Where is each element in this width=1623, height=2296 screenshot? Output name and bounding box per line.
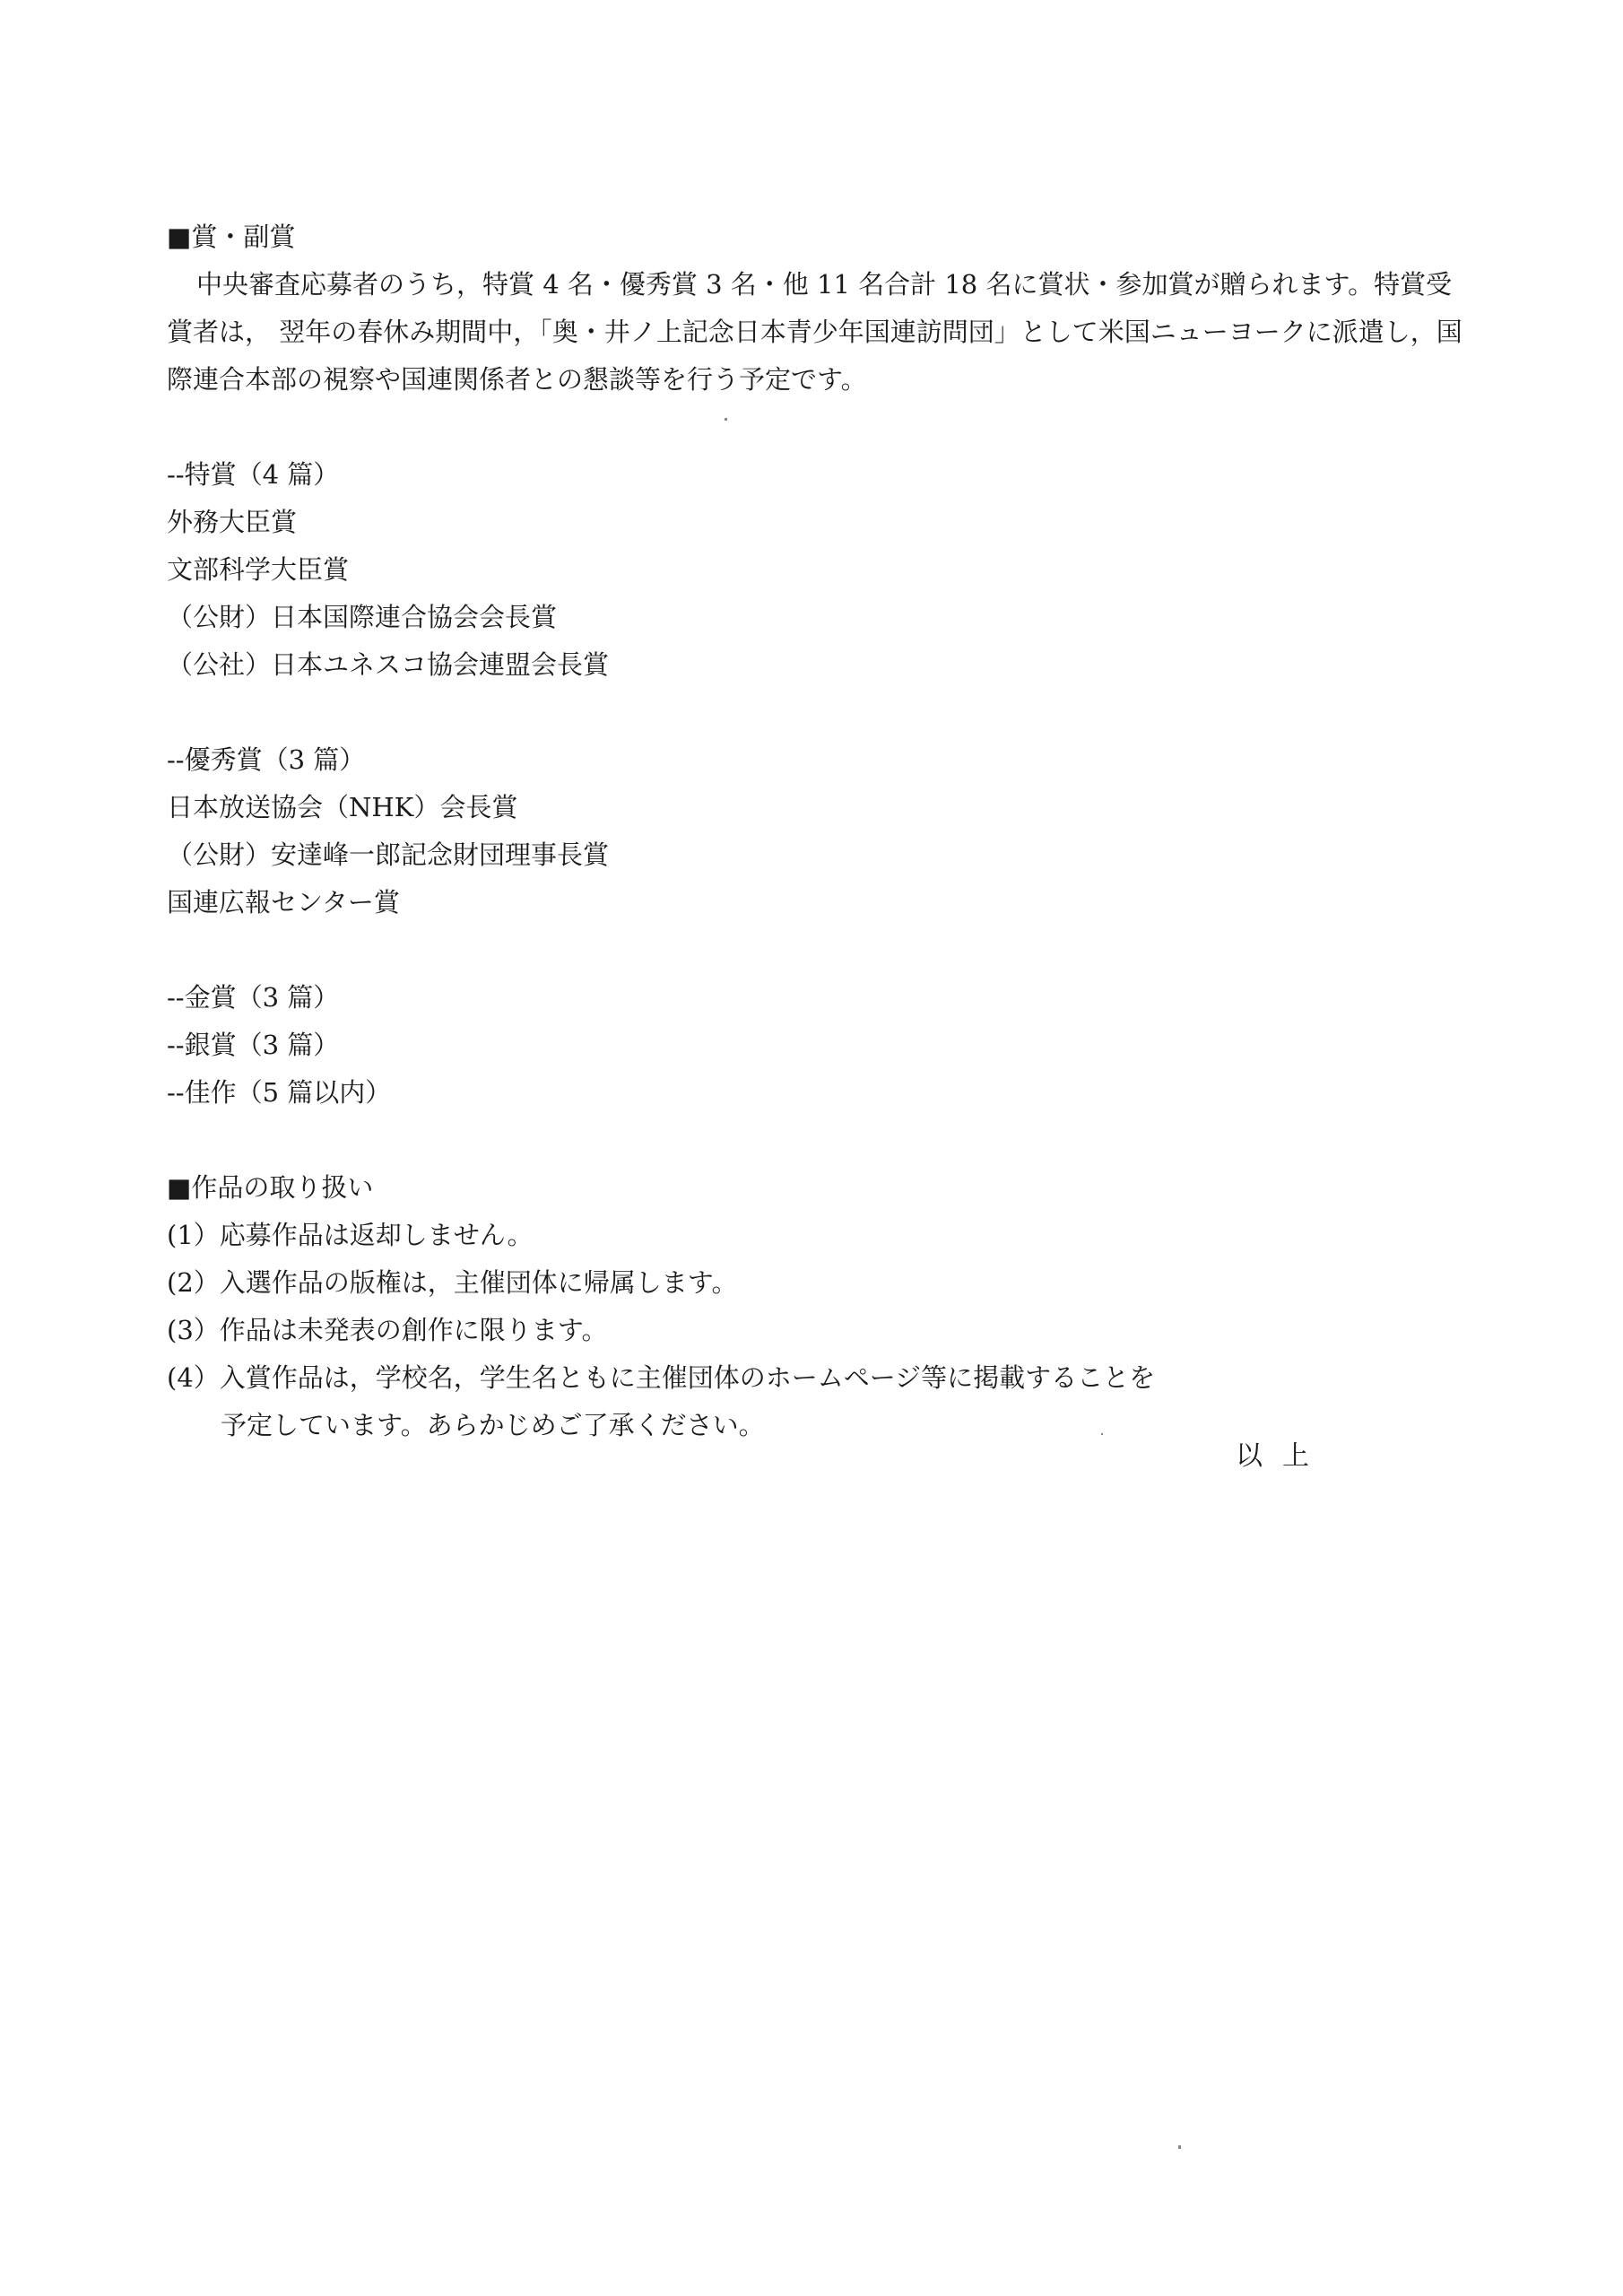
scan-speck (725, 418, 727, 421)
excellence-prize-item: （公財）安達峰一郎記念財団理事長賞 (167, 839, 610, 870)
handling-item-continuation: 予定しています。あらかじめご了承ください。 (221, 1410, 765, 1440)
handling-section-heading: ■作品の取り扱い (167, 1172, 374, 1203)
special-prize-item: （公財）日本国際連合協会会長賞 (167, 602, 558, 632)
gold-prize-heading: --金賞（3 篇） (167, 982, 340, 1013)
excellence-prize-item: 国連広報センター賞 (167, 887, 400, 918)
handling-item: (1）応募作品は返却しません。 (167, 1220, 534, 1250)
excellence-prize-heading: --優秀賞（3 篇） (167, 744, 366, 775)
handling-item: (2）入選作品の版権は，主催団体に帰属します。 (167, 1267, 738, 1298)
scan-speck (1101, 1433, 1103, 1435)
handling-item: (3）作品は未発表の創作に限ります。 (167, 1315, 608, 1345)
silver-prize-heading: --銀賞（3 篇） (167, 1030, 340, 1060)
award-section-heading: ■賞・副賞 (167, 222, 296, 252)
special-prize-item: 外務大臣賞 (167, 507, 298, 537)
special-prize-heading: --特賞（4 篇） (167, 459, 340, 490)
honorable-mention-heading: --佳作（5 篇以内） (167, 1077, 392, 1108)
special-prize-item: 文部科学大臣賞 (167, 554, 350, 585)
scan-speck (1178, 2145, 1181, 2149)
excellence-prize-item: 日本放送協会（NHK）会長賞 (167, 792, 518, 822)
spacer (167, 926, 1458, 974)
spacer (167, 404, 1458, 451)
spacer (167, 689, 1458, 736)
award-section-description: 中央審査応募者のうち，特賞 4 名・優秀賞 3 名・他 11 名合計 18 名に賞状・参加賞が贈られます。特賞受賞者は， 翌年の春休み期間中，「奥・井ノ上記念日本青少年国連訪問団」として米国ニューヨークに派遣し，国際連合本部の視察や国連関係者との懇談等を行う予定です。 (167, 269, 1462, 395)
closing-mark: 以上 (1236, 1440, 1329, 1472)
handling-item: (4）入賞作品は，学校名，学生名ともに主催団体のホームページ等に掲載することを (167, 1362, 1156, 1393)
spacer (167, 1117, 1458, 1164)
special-prize-item: （公社）日本ユネスコ協会連盟会長賞 (167, 649, 610, 680)
document-body (167, 213, 1462, 1449)
